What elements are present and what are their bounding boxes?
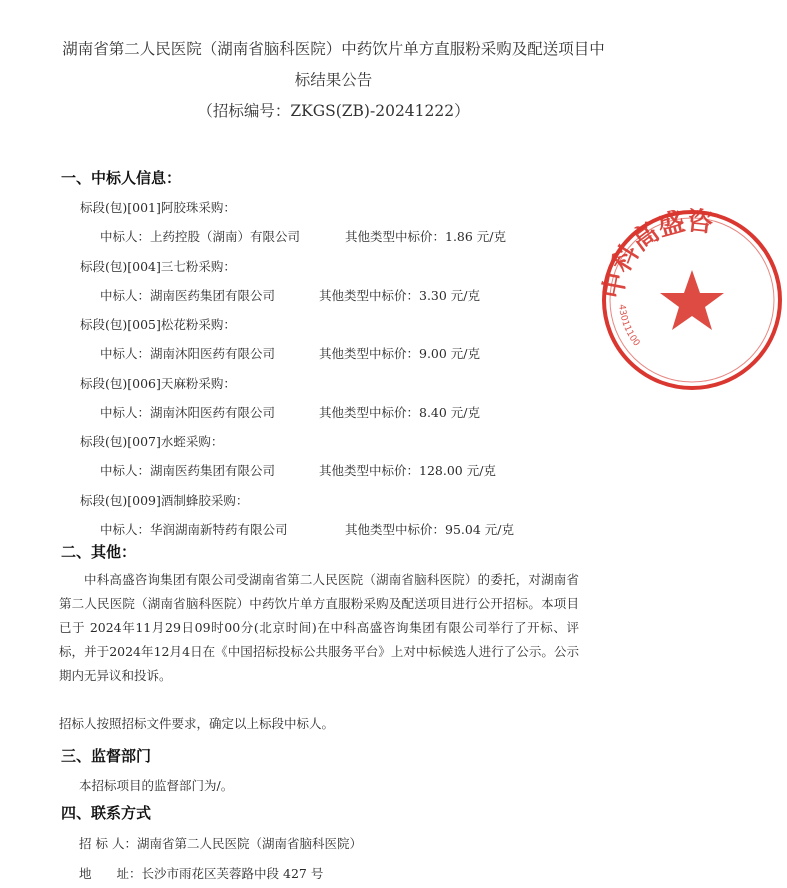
lot-price: 其他类型中标价：3.30 元/克 <box>319 287 481 303</box>
tenderer-row <box>79 834 362 852</box>
section4-heading: 四、联系方式 <box>61 804 152 822</box>
address-value: 长沙市雨花区芙蓉路中段 427 号 <box>141 866 324 881</box>
document-title-line1: 湖南省第二人民医院（湖南省脑科医院）中药饮片单方直服粉采购及配送项目中 <box>62 40 605 58</box>
lot-winner: 中标人：湖南沐阳医药有限公司 <box>100 346 276 361</box>
lot-price: 其他类型中标价：8.40 元/克 <box>319 404 481 420</box>
tender-number: （招标编号：ZKGS(ZB)-20241222） <box>197 102 470 120</box>
address-label: 地 址： <box>79 866 142 881</box>
lot-price: 其他类型中标价：1.86 元/克 <box>345 229 507 244</box>
tenderer-value: 湖南省第二人民医院（湖南省脑科医院） <box>136 836 362 851</box>
lot-label: 标段(包)[006]天麻粉采购： <box>80 375 236 391</box>
address-row <box>79 864 323 882</box>
company-seal <box>597 205 787 395</box>
lot-winner: 中标人：湖南沐阳医药有限公司 <box>100 404 276 420</box>
lot-label: 标段(包)[001]阿胶珠采购： <box>80 200 236 215</box>
lot-price: 其他类型中标价：128.00 元/克 <box>319 463 496 478</box>
lot-label: 标段(包)[007]水蛭采购： <box>80 434 224 449</box>
section1-heading: 一、中标人信息： <box>61 169 182 187</box>
seal-number-path: 43011100 <box>616 303 642 349</box>
section3-text: 本招标项目的监督部门为/。 <box>79 778 234 793</box>
document-title-line2: 标结果公告 <box>294 71 373 89</box>
lot-label: 标段(包)[004]三七粉采购： <box>80 258 236 274</box>
tenderer-label: 招 标 人： <box>79 836 137 851</box>
section3-heading: 三、监督部门 <box>61 747 152 765</box>
seal-text-path: 中科高盛咨 <box>598 206 715 302</box>
lot-label: 标段(包)[009]酒制蜂胶采购： <box>80 492 249 508</box>
lot-winner: 中标人：湖南医药集团有限公司 <box>100 287 276 303</box>
lot-winner: 中标人：湖南医药集团有限公司 <box>100 463 276 478</box>
section2-line2: 招标人按照招标文件要求，确定以上标段中标人。 <box>59 716 335 731</box>
section2-paragraph: 中科高盛咨询集团有限公司受湖南省第二人民医院（湖南省脑科医院）的委托，对湖南省第二人民医院（湖南省脑科医院）中药饮片单方直服粉采购及配送项目进行公开招标。本项目已于 2024年11月29日09时00分(北京时间)在中科高盛咨询集团有限公司举行了开标、评标，并于2024年12月4日在《中国招标投标公共服务平台》上对中标候选人进行了公示。公示期内无异议和投诉。 <box>59 572 579 683</box>
lot-price: 其他类型中标价：95.04 元/克 <box>345 521 514 537</box>
lot-winner: 中标人：上药控股（湖南）有限公司 <box>100 229 301 244</box>
lot-price: 其他类型中标价：9.00 元/克 <box>319 346 481 361</box>
seal-number <box>616 304 641 349</box>
lot-label: 标段(包)[005]松花粉采购： <box>80 317 236 332</box>
lot-winner: 中标人：华润湖南新特药有限公司 <box>100 521 288 537</box>
seal-star-icon <box>660 270 724 330</box>
section2-heading: 二、其他： <box>61 543 137 561</box>
